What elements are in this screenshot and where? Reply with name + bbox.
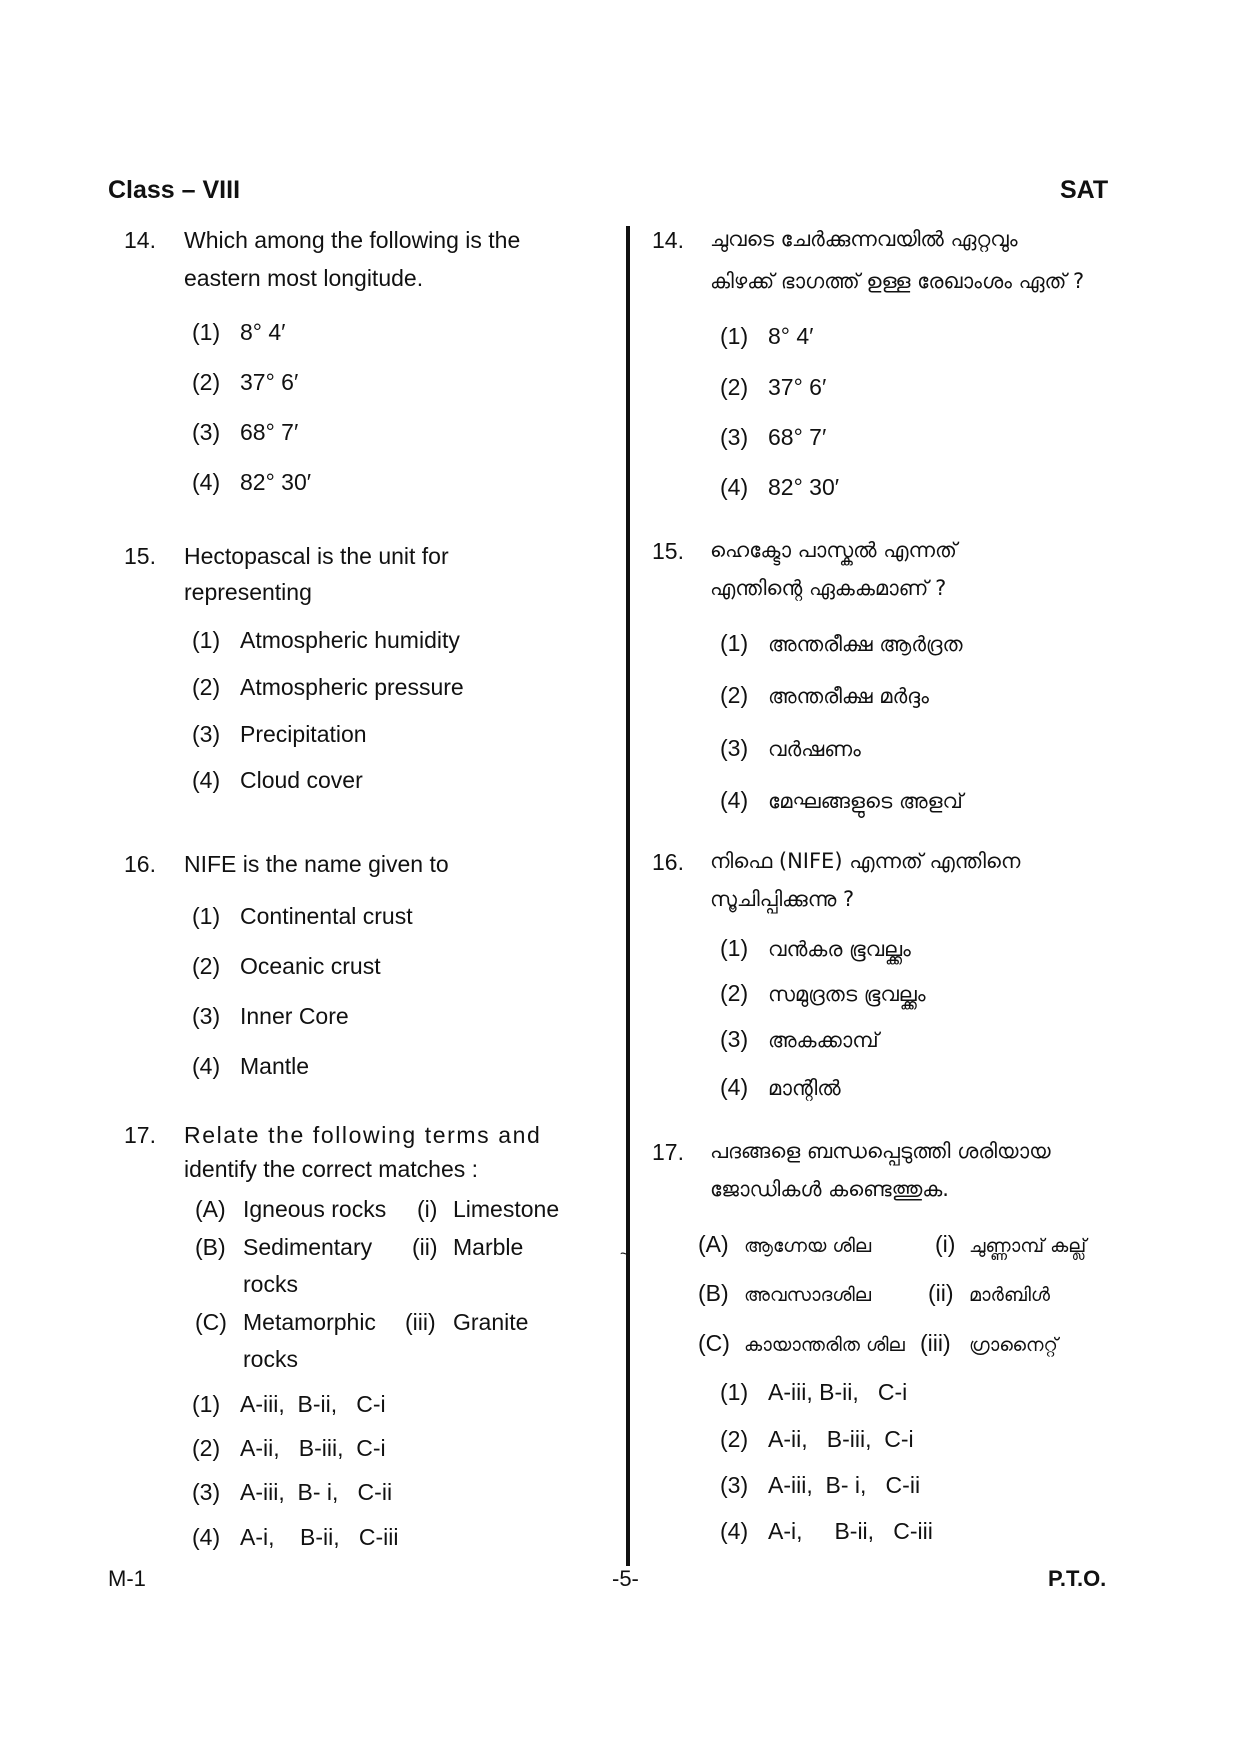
match-right-text: ഗ്രാനൈറ്റ് <box>969 1334 1058 1356</box>
question-number: 16. <box>652 849 684 875</box>
option-2 <box>192 953 381 980</box>
match-left-text: Igneous rocks <box>243 1196 387 1222</box>
option-1 <box>192 319 285 346</box>
option-number: (1) <box>720 1379 749 1405</box>
option-number: (2) <box>720 980 749 1006</box>
question-text-line1 <box>184 229 644 252</box>
option-text: Precipitation <box>240 721 367 747</box>
question-number: 15. <box>652 538 684 564</box>
option-text: 68° 7′ <box>768 424 827 450</box>
match-right-text: Limestone <box>453 1196 560 1222</box>
option-number: (4) <box>720 787 749 813</box>
option-text: A-ii, B-iii, C-i <box>768 1426 914 1452</box>
match-right-c <box>405 1309 528 1336</box>
option-4 <box>720 1074 841 1101</box>
question-text-line1: NIFE is the name given to <box>184 851 449 877</box>
option-1 <box>720 323 813 350</box>
option-3 <box>720 1026 879 1053</box>
option-number: (3) <box>192 1003 221 1029</box>
option-number: (4) <box>720 474 749 500</box>
option-3 <box>192 419 298 446</box>
option-number: (2) <box>720 682 749 708</box>
option-2 <box>192 674 464 701</box>
match-right-label: (i) <box>935 1231 956 1257</box>
option-number: (4) <box>720 1518 749 1544</box>
question-text-line1: ഹെക്ടോ പാസ്കൽ എന്നത് <box>710 538 957 562</box>
option-text: അന്തരീക്ഷ മർദ്ദം <box>768 684 929 708</box>
option-text: Atmospheric pressure <box>240 674 464 700</box>
option-number: (1) <box>720 935 749 961</box>
option-number: (4) <box>192 767 221 793</box>
option-4 <box>192 1524 398 1551</box>
question-number: 16. <box>124 851 156 877</box>
option-number: (3) <box>192 1479 221 1505</box>
question-number: 14. <box>652 227 684 253</box>
option-number: (2) <box>720 374 749 400</box>
question-text-line1: ചുവടെ ചേർക്കുന്നവയിൽ ഏറ്റവും <box>710 227 1018 251</box>
option-text: 8° 4′ <box>240 319 286 345</box>
class-label: Class – VIII <box>108 176 241 204</box>
match-left-text: കായാന്തരിത ശില <box>744 1334 905 1356</box>
option-text: 82° 30′ <box>240 469 312 495</box>
option-3 <box>720 424 826 451</box>
option-text: Oceanic crust <box>240 953 381 979</box>
option-3 <box>720 735 861 762</box>
option-number: (2) <box>720 1426 749 1452</box>
option-2 <box>192 369 298 396</box>
option-number: (2) <box>192 369 221 395</box>
option-number: (3) <box>192 721 221 747</box>
match-row-b <box>195 1234 372 1261</box>
option-3 <box>192 721 367 748</box>
option-number: (3) <box>192 419 221 445</box>
question-number: 17. <box>652 1139 684 1165</box>
match-right-label: (i) <box>417 1196 438 1222</box>
option-text: അകക്കാമ്പ് <box>768 1028 879 1052</box>
option-text: വൻകര ഭൂവല്ക്കം <box>768 937 911 961</box>
option-number: (3) <box>720 1026 749 1052</box>
option-text: സമുദ്രതട ഭൂവല്ക്കം <box>768 982 926 1006</box>
option-text: Atmospheric humidity <box>240 627 460 653</box>
option-number: (1) <box>192 1391 221 1417</box>
match-right-label: (ii) <box>412 1234 438 1260</box>
option-text: മേഘങ്ങളുടെ അളവ് <box>768 789 963 813</box>
option-text: A-iii, B- i, C-ii <box>240 1479 393 1505</box>
option-text: A-iii, B-ii, C-i <box>240 1391 386 1417</box>
match-left-label: (A) <box>698 1231 729 1257</box>
option-4 <box>720 787 963 814</box>
match-right-b <box>412 1234 523 1261</box>
question-number: 15. <box>124 543 156 569</box>
option-number: (4) <box>192 1524 221 1550</box>
match-right-a <box>935 1231 1086 1258</box>
question-text-line2: സൂചിപ്പിക്കുന്നു ? <box>710 887 855 911</box>
option-1 <box>720 1379 907 1406</box>
match-left-text: ആഗ്നേയ ശില <box>744 1235 872 1257</box>
option-number: (1) <box>720 323 749 349</box>
match-left-text: അവസാദശില <box>744 1284 872 1306</box>
option-text: 68° 7′ <box>240 419 299 445</box>
pto-label: P.T.O. <box>1048 1566 1107 1591</box>
option-number: (1) <box>192 319 221 345</box>
option-number: (3) <box>720 424 749 450</box>
option-1 <box>720 630 963 657</box>
margin-mark: ~ <box>620 1246 630 1263</box>
option-1 <box>192 627 460 654</box>
option-number: (2) <box>192 674 221 700</box>
option-1 <box>192 903 413 930</box>
option-text: A-iii, B- i, C-ii <box>768 1472 921 1498</box>
match-row-c <box>698 1330 905 1357</box>
match-right-text: ചുണ്ണാമ്പ് കല്ല് <box>969 1235 1087 1257</box>
match-left-label: (B) <box>195 1234 226 1260</box>
column-divider <box>626 226 630 1566</box>
option-4 <box>192 1053 309 1080</box>
match-row-c <box>195 1309 376 1336</box>
option-text: 82° 30′ <box>768 474 840 500</box>
match-left-label: (A) <box>195 1196 226 1222</box>
option-3 <box>720 1472 920 1499</box>
question-text-line1: നിഫെ (NIFE) എന്നത് എന്തിനെ <box>710 849 1021 873</box>
option-text: 37° 6′ <box>768 374 827 400</box>
option-text: Mantle <box>240 1053 310 1079</box>
match-left-label: (B) <box>698 1280 729 1306</box>
page-number: -5- <box>612 1566 639 1591</box>
question-text-line1: Hectopascal is the unit for <box>184 543 449 569</box>
option-number: (4) <box>192 1053 221 1079</box>
question-text-line2: കിഴക്ക് ഭാഗത്ത് ഉള്ള രേഖാംശം ഏത് ? <box>710 269 1085 293</box>
option-text: Cloud cover <box>240 767 363 793</box>
option-2 <box>720 682 929 709</box>
option-4 <box>720 474 839 501</box>
question-text-line2: എന്തിന്റെ ഏകകമാണ് ? <box>710 576 947 600</box>
option-number: (3) <box>720 735 749 761</box>
question-text-line2: eastern most longitude. <box>184 265 424 291</box>
option-4 <box>192 469 311 496</box>
option-number: (1) <box>720 630 749 656</box>
option-text: Inner Core <box>240 1003 349 1029</box>
option-text: Continental crust <box>240 903 413 929</box>
match-row-b <box>698 1280 871 1307</box>
option-number: (1) <box>192 903 221 929</box>
match-right-label: (iii) <box>920 1330 951 1356</box>
option-1 <box>192 1391 386 1418</box>
option-2 <box>192 1435 386 1462</box>
option-4 <box>720 1518 933 1545</box>
match-left-text: Metamorphic <box>243 1309 376 1335</box>
option-2 <box>720 1426 914 1453</box>
question-number: 17. <box>124 1122 156 1148</box>
option-text: A-iii, B-ii, C-i <box>768 1379 908 1405</box>
option-text: 37° 6′ <box>240 369 299 395</box>
option-number: (3) <box>720 1472 749 1498</box>
option-number: (2) <box>192 1435 221 1461</box>
page-code: M-1 <box>108 1566 146 1591</box>
question-text-line2: identify the correct matches : <box>184 1156 479 1182</box>
match-left-text-cont: rocks <box>243 1271 298 1297</box>
match-left-text-cont: rocks <box>243 1346 298 1372</box>
question-text-line1 <box>184 1124 646 1147</box>
option-text: A-i, B-ii, C-iii <box>240 1524 399 1550</box>
match-row-a <box>195 1196 386 1223</box>
match-left-label: (C) <box>698 1330 730 1356</box>
match-right-text: Granite <box>453 1309 529 1335</box>
match-right-c <box>920 1330 1058 1357</box>
option-3 <box>192 1003 349 1030</box>
option-4 <box>192 767 363 794</box>
exam-label: SAT <box>1060 176 1109 204</box>
option-text: അന്തരീക്ഷ ആർദ്രത <box>768 632 963 656</box>
question-text-line1: പദങ്ങളെ ബന്ധപ്പെടുത്തി ശരിയായ <box>710 1139 1051 1163</box>
option-text: A-ii, B-iii, C-i <box>240 1435 386 1461</box>
option-number: (4) <box>720 1074 749 1100</box>
option-text: മാന്റിൽ <box>768 1076 841 1100</box>
option-3 <box>192 1479 392 1506</box>
match-right-a <box>417 1196 559 1223</box>
question-text-line2: ജോഡികൾ കണ്ടെത്തുക. <box>710 1177 949 1201</box>
match-left-label: (C) <box>195 1309 227 1335</box>
option-text: 8° 4′ <box>768 323 814 349</box>
option-text: വർഷണം <box>768 737 861 761</box>
match-row-a <box>698 1231 871 1258</box>
question-number: 14. <box>124 227 156 253</box>
match-right-text: Marble <box>453 1234 524 1260</box>
question-text: Which among the following is the <box>184 227 521 253</box>
question-text-line2: representing <box>184 579 312 605</box>
option-number: (2) <box>192 953 221 979</box>
match-left-text: Sedimentary <box>243 1234 373 1260</box>
match-right-b <box>928 1280 1050 1307</box>
match-right-label: (iii) <box>405 1309 436 1335</box>
option-text: A-i, B-ii, C-iii <box>768 1518 933 1544</box>
match-right-label: (ii) <box>928 1280 954 1306</box>
question-text: Relate the following terms and <box>184 1122 542 1148</box>
option-2 <box>720 980 926 1007</box>
option-number: (1) <box>192 627 221 653</box>
match-right-text: മാർബിൾ <box>969 1284 1050 1306</box>
option-number: (4) <box>192 469 221 495</box>
option-1 <box>720 935 911 962</box>
option-2 <box>720 374 826 401</box>
